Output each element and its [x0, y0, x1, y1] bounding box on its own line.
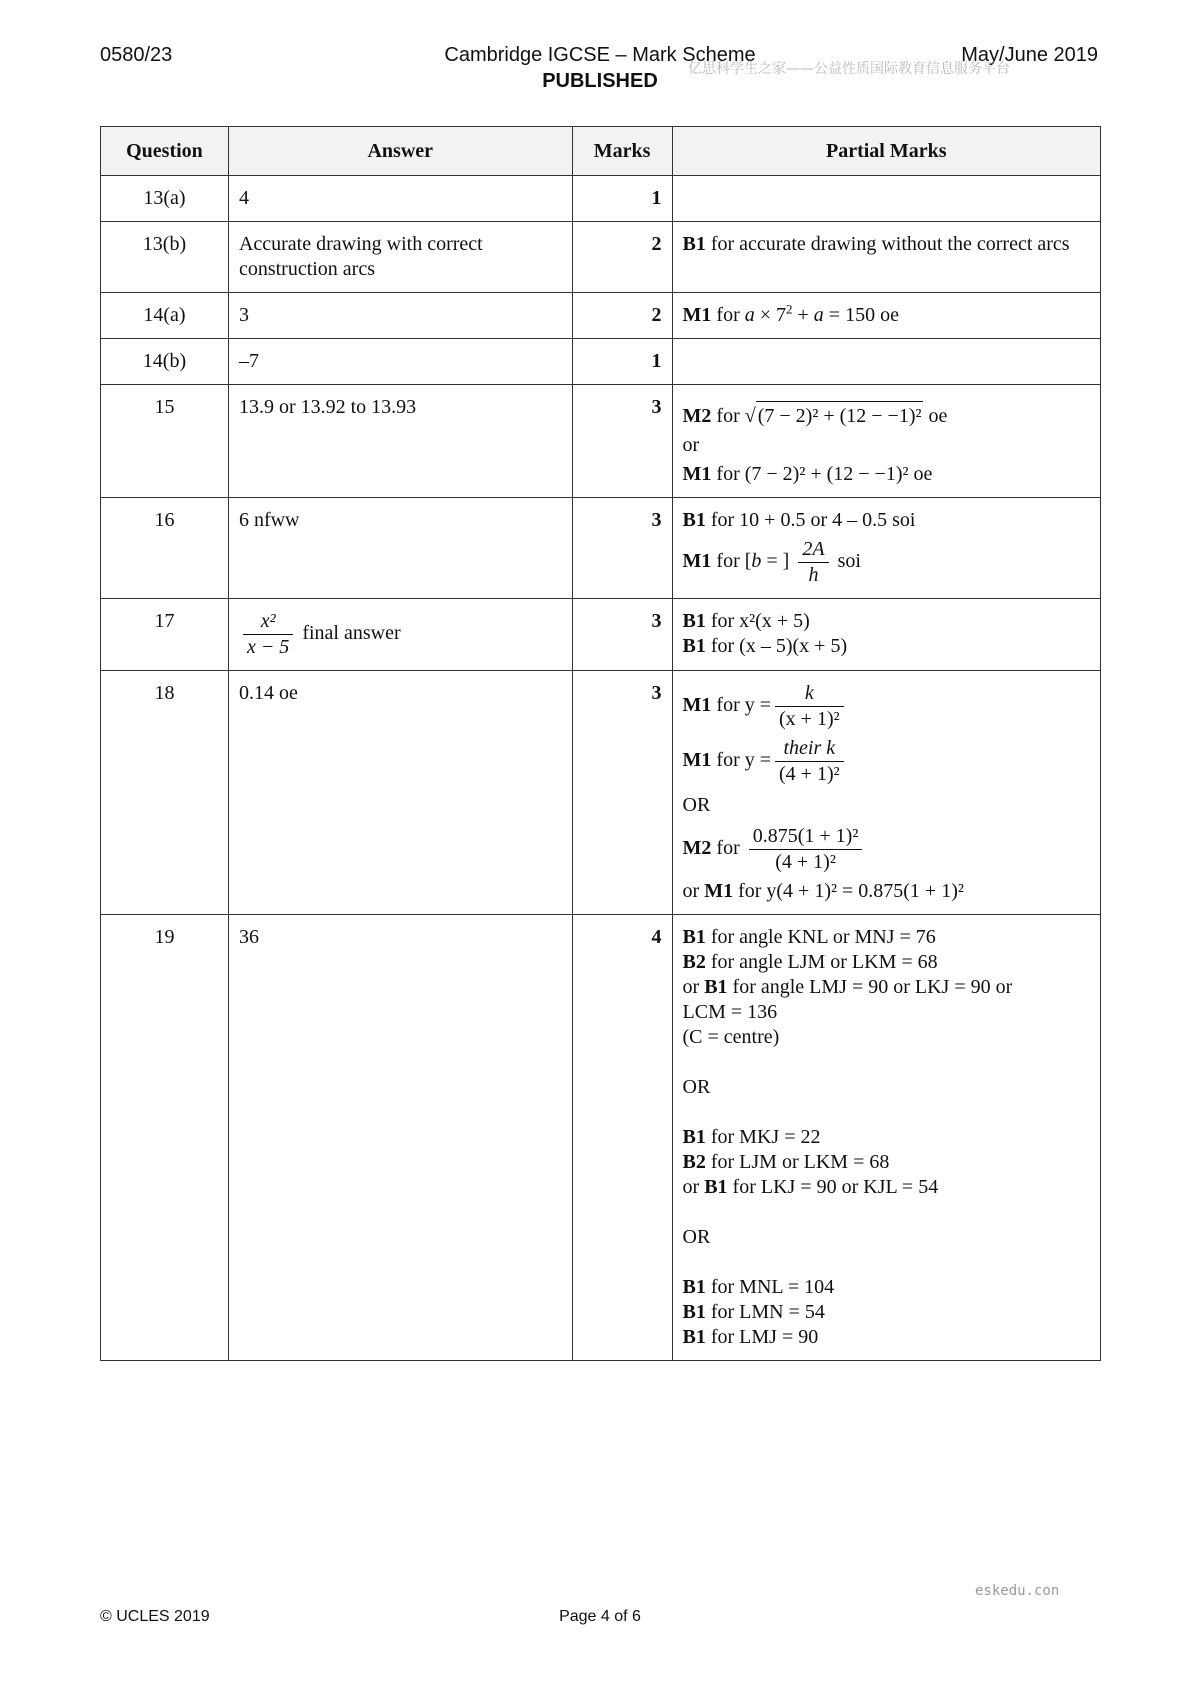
table-row [101, 176, 1101, 222]
col-partial-marks: Partial Marks [672, 127, 1100, 176]
marks: 3 [572, 498, 672, 599]
col-answer: Answer [228, 127, 572, 176]
copyright: © UCLES 2019 [100, 1608, 210, 1625]
table-row [101, 385, 1101, 498]
partial-marks: B1 for accurate drawing without the correct arcs [672, 222, 1100, 293]
table-row [101, 222, 1101, 293]
answer: Accurate drawing with correct construction arcs [228, 222, 572, 293]
marks: 4 [572, 915, 672, 1361]
question-number: 13(a) [101, 176, 229, 222]
question-number: 15 [101, 385, 229, 498]
question-number: 14(a) [101, 293, 229, 339]
answer: –7 [228, 339, 572, 385]
col-marks: Marks [572, 127, 672, 176]
partial-marks: M1 for y = $\frac{k}{\text{(x + 1)²}}$ M1 for y = $\frac{\text{their k}}{\text{(4 + 1)²}}$ OR M2 for $\frac{\text{0.875(1 + 1)²}}{\text{(4 + 1)²}}$ or M1 for y(4 + 1)² = 0.875(1 + 1)² [672, 671, 1100, 915]
question-number: 16 [101, 498, 229, 599]
partial-marks [672, 176, 1100, 222]
question-number: 14(b) [101, 339, 229, 385]
site-watermark: eskedu.con [975, 1583, 1060, 1599]
exam-session: May/June 2019 [961, 44, 1098, 66]
page-number: Page 4 of 6 [559, 1608, 641, 1625]
partial-marks: B1 for x²(x + 5) B1 for (x – 5)(x + 5) [672, 599, 1100, 671]
table-row [101, 671, 1101, 915]
marks: 3 [572, 671, 672, 915]
marks: 2 [572, 293, 672, 339]
col-question: Question [101, 127, 229, 176]
watermark: 亿思科学生之家——公益性质国际教育信息服务平台 [688, 61, 1010, 77]
marks: 2 [572, 222, 672, 293]
partial-marks: B1 for 10 + 0.5 or 4 – 0.5 soi M1 for [b = ] $\frac{2A}{h}$ soi [672, 498, 1100, 599]
partial-marks: B1 for angle KNL or MNJ = 76 B2 for angle LJM or LKM = 68 or B1 for angle LMJ = 90 or LKJ = 90 or LCM = 136 (C = centre) OR B1 for MKJ = 22 B2 for LJM or LKM = 68 or B1 for LKJ = 90 or KJL = 54 OR B1 for MNL = 104 B1 for LMN = 54 B1 for LMJ = 90 [672, 915, 1100, 1361]
answer: 13.9 or 13.92 to 13.93 [228, 385, 572, 498]
table-row [101, 599, 1101, 671]
table-row [101, 339, 1101, 385]
table-row [101, 293, 1101, 339]
marks: 1 [572, 339, 672, 385]
marks: 1 [572, 176, 672, 222]
answer: 36 [228, 915, 572, 1361]
question-number: 17 [101, 599, 229, 671]
question-number: 18 [101, 671, 229, 915]
partial-marks [672, 339, 1100, 385]
partial-marks: M1 for $a \times 7^2 + a = 150$ oe [672, 293, 1100, 339]
partial-marks: M2 for √ (7 − 2)² + (12 − −1)² oe or M1 for (7 − 2)² + (12 − −1)² oe [672, 385, 1100, 498]
marks: 3 [572, 599, 672, 671]
document-code: 0580/23 [100, 44, 173, 66]
answer: 6 nfww [228, 498, 572, 599]
question-number: 13(b) [101, 222, 229, 293]
answer: $\frac{\text{x²}}{x - 5}$ final answer [228, 599, 572, 671]
answer: 0.14 oe [228, 671, 572, 915]
marks: 3 [572, 385, 672, 498]
published-label: PUBLISHED [542, 70, 658, 92]
answer: 4 [228, 176, 572, 222]
document-title: Cambridge IGCSE – Mark Scheme [444, 44, 756, 66]
answer: 3 [228, 293, 572, 339]
mark-scheme-table [100, 126, 1101, 1361]
table-row [101, 915, 1101, 1361]
table-header-row [101, 127, 1101, 176]
table-row [101, 498, 1101, 599]
question-number: 19 [101, 915, 229, 1361]
